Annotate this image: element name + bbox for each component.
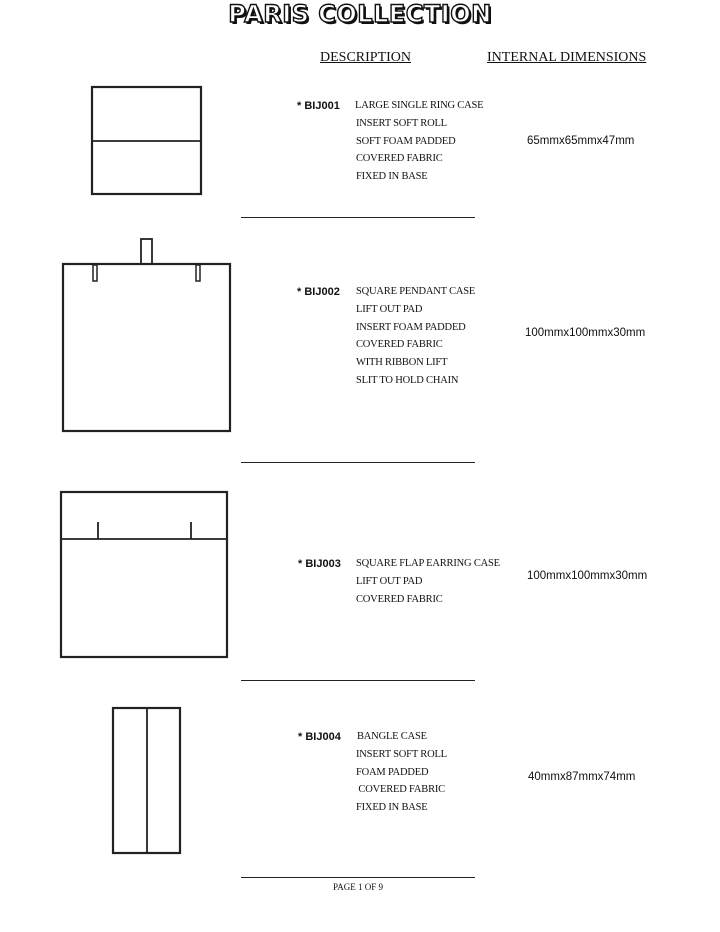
description-line: LIFT OUT PAD [356,303,423,315]
description-line: BANGLE CASE [357,731,427,742]
product-description [356,728,447,817]
dimensions-column-header: INTERNAL DIMENSIONS [487,50,647,65]
section-divider [241,462,475,463]
product-description [355,97,483,186]
page-number: PAGE 1 OF 9 [333,882,383,892]
description-line: FOAM PADDED [356,766,429,778]
section-divider [241,217,475,218]
section-divider [241,877,475,878]
description-line: SLIT TO HOLD CHAIN [356,374,459,386]
bangle-case-drawing-icon [111,706,183,856]
product-code: * BIJ003 [298,558,341,570]
product-dimensions: 100mmx100mmx30mm [527,570,648,582]
product-dimensions: 65mmx65mmx47mm [527,135,635,147]
description-line: COVERED FABRIC [356,153,443,165]
description-line: WITH RIBBON LIFT [356,357,448,369]
product-description [356,555,500,608]
description-line: LIFT OUT PAD [356,575,423,587]
description-line: LARGE SINGLE RING CASE [355,100,484,111]
product-dimensions: 40mmx87mmx74mm [528,771,636,783]
page-title: PARIS COLLECTION [228,0,492,28]
description-line: FIXED IN BASE [356,171,428,183]
description-column-header: DESCRIPTION [320,50,412,65]
description-line: INSERT SOFT ROLL [356,748,447,760]
description-line: INSERT SOFT ROLL [356,117,447,129]
description-line: COVERED FABRIC [356,339,443,351]
description-line: SQUARE PENDANT CASE [356,286,476,297]
description-line: SQUARE FLAP EARRING CASE [356,558,500,569]
description-line: SOFT FOAM PADDED [356,135,456,147]
pendant-case-drawing-icon [61,237,234,434]
ring-case-drawing-icon [90,85,204,197]
product-code: * BIJ001 [297,100,340,112]
description-line: INSERT FOAM PADDED [356,321,466,333]
description-line: COVERED FABRIC [356,593,443,605]
product-code: * BIJ004 [298,731,341,743]
product-code: * BIJ002 [297,286,340,298]
section-divider [241,680,475,681]
description-line: FIXED IN BASE [356,802,428,814]
description-line: COVERED FABRIC [356,784,445,796]
product-dimensions: 100mmx100mmx30mm [525,327,646,339]
product-description [356,283,475,390]
earring-case-drawing-icon [59,490,230,660]
